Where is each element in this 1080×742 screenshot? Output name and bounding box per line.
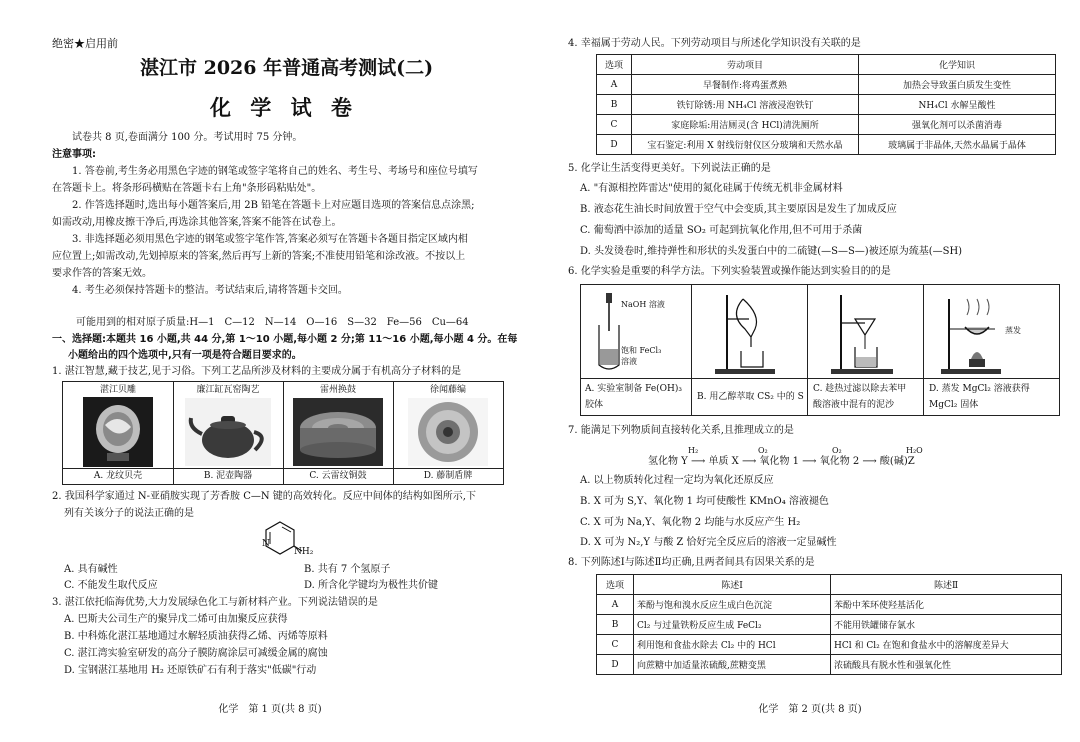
evaporation-label: 蒸发 <box>1005 326 1021 335</box>
q1-image-strip <box>62 381 504 485</box>
teapot-image <box>185 398 271 466</box>
note-line: 应位置上;如需改动,先划掉原来的答案,然后再写上新的答案;不准使用铅笔和涂改液。不按以上 <box>52 251 466 262</box>
section-1-heading: 一、选择题:本题共 16 小题,共 44 分,第 1～10 小题,每小题 2 分;第 11～16 小题,每小题 4 分。在每 <box>52 334 518 345</box>
option-d-caption: D. 藤制盾牌 <box>423 471 473 481</box>
filtration-setup <box>825 289 905 377</box>
q5-option-a: A. "有源相控阵雷达"使用的氮化硅属于传统无机非金属材料 <box>580 183 843 194</box>
atomic-masses: 可能用到的相对原子质量:H—1 C—12 N—14 O—16 S—32 Fe—56 Cu—64 <box>76 317 469 328</box>
q3-option-b: B. 中科炼化湛江基地通过水解轻质油获得乙烯、丙烯等原料 <box>64 631 328 642</box>
option-c-caption: C. 趁热过滤以除去苯甲 <box>813 384 907 394</box>
q3-option-d: D. 宝钢湛江基地用 H₂ 还原铁矿石有利于落实"低碳"行动 <box>64 665 317 676</box>
arrow-reagent-o2-2: O₂ <box>832 446 842 455</box>
question-2: 2. 我国科学家通过 N-亚硝胺实现了芳香胺 C—N 键的高效转化。反应中间体的结构如图所示,下 <box>52 491 476 502</box>
exam-subtitle: 化 学 试 卷 <box>210 95 358 120</box>
q2-option-b: B. 共有 7 个氢原子 <box>304 564 391 575</box>
molecule-nh2-label: NH₂ <box>294 547 314 557</box>
header-cell: 劳动项目 <box>632 55 859 75</box>
question-8: 8. 下列陈述Ⅰ与陈述Ⅱ均正确,且两者间具有因果关系的是 <box>568 557 815 568</box>
question-6: 6. 化学实验是重要的科学方法。下列实验装置或操作能达到实验目的的是 <box>568 266 891 277</box>
exam-title: 湛江市 2026 年普通高考测试(二) <box>140 57 434 79</box>
table-cell: 宝石鉴定:利用 X 射线衍射仪区分玻璃和天然水晶 <box>632 135 859 155</box>
option-a-caption: A. 龙纹贝壳 <box>93 471 143 481</box>
table-row <box>597 75 1056 95</box>
rattan-shield-image <box>408 398 488 466</box>
table-cell: 不能用铁罐储存氯水 <box>831 615 1062 635</box>
q5-option-c: C. 葡萄酒中添加的适量 SO₂ 可起到抗氧化作用,但不可用于杀菌 <box>580 225 863 236</box>
table-cell: 加热会导致蛋白质发生变性 <box>859 75 1056 95</box>
question-7: 7. 能满足下列物质间直接转化关系,且推理成立的是 <box>568 425 794 436</box>
option-a-caption-cont: 胶体 <box>585 400 604 410</box>
fecl3-label: 饱和 FeCl₃ <box>621 346 662 355</box>
table-cell: C <box>597 115 632 135</box>
note-line: 3. 非选择题必须用黑色字迹的钢笔或签字笔作答,答案必须写在答题卡各题目指定区域内相 <box>72 234 468 245</box>
note-line: 2. 作答选择题时,选出每小题答案后,用 2B 铅笔在答题卡上对应题目选项的答案信息点涂黑; <box>72 200 475 211</box>
table-cell: 早餐制作:将鸡蛋煮熟 <box>632 75 859 95</box>
conversion-chain: 氢化物 Y ⟶ 单质 X ⟶ 氧化物 1 ⟶ 氧化物 2 ⟶ 酸(碱)Z <box>648 456 915 467</box>
evaporation-setup <box>937 289 1007 377</box>
table-cell: B <box>597 615 634 635</box>
note-line: 要求作答的答案无效。 <box>52 268 152 279</box>
option-b-caption: B. 用乙醇萃取 CS₂ 中的 S <box>697 392 804 402</box>
table-cell: 强氧化剂可以杀菌消毒 <box>859 115 1056 135</box>
table-cell: 玻璃属于非晶体,天然水晶属于晶体 <box>859 135 1056 155</box>
table-cell: 铁钉除锈:用 NH₄Cl 溶液浸泡铁钉 <box>632 95 859 115</box>
table-cell: 家庭除垢:用洁厕灵(含 HCl)清洗厕所 <box>632 115 859 135</box>
molecule-n-label: N <box>262 539 270 549</box>
table-cell: NH₄Cl 水解呈酸性 <box>859 95 1056 115</box>
table-cell: B <box>597 95 632 115</box>
table-cell: 向蔗糖中加适量浓硫酸,蔗糖变黑 <box>634 655 831 675</box>
table-row <box>597 135 1056 155</box>
option-d-caption: D. 蒸发 MgCl₂ 溶液获得 <box>929 384 1030 394</box>
table-cell: HCl 和 Cl₂ 在饱和食盐水中的溶解度差异大 <box>831 635 1062 655</box>
item-a-title: 湛江贝雕 <box>99 385 136 395</box>
table-row <box>597 615 1062 635</box>
arrow-reagent-o2: O₂ <box>758 446 768 455</box>
option-a-caption: A. 实验室制备 Fe(OH)₃ <box>585 384 683 394</box>
separatory-funnel <box>709 289 789 377</box>
option-b-caption: B. 泥壶陶器 <box>203 471 253 481</box>
table-cell: 苯酚与饱和溴水反应生成白色沉淀 <box>634 595 831 615</box>
table-row <box>597 655 1062 675</box>
page-footer: 化学 第 1 页(共 8 页) <box>218 704 322 715</box>
table-header-row <box>597 575 1062 595</box>
table-cell: D <box>597 135 632 155</box>
note-line: 4. 考生必须保持答题卡的整洁。考试结束后,请将答题卡交回。 <box>72 285 348 296</box>
bronze-drum-image <box>293 398 383 466</box>
table-row <box>597 115 1056 135</box>
q2-option-d: D. 所含化学键均为极性共价键 <box>304 580 439 591</box>
arrow-reagent-h2o: H₂O <box>906 446 923 455</box>
q3-option-c: C. 湛江湾实验室研发的高分子膜防腐涂层可减缓金属的腐蚀 <box>64 648 328 659</box>
header-cell: 陈述Ⅱ <box>831 575 1062 595</box>
table-cell: C <box>597 635 634 655</box>
q3-option-a: A. 巴斯夫公司生产的聚异戊二烯可由加聚反应获得 <box>64 614 288 625</box>
notes-title: 注意事项: <box>52 149 96 160</box>
table-cell: A <box>597 595 634 615</box>
q7-option-a: A. 以上物质转化过程一定均为氧化还原反应 <box>580 475 774 486</box>
item-d-title: 徐闻藤编 <box>429 385 466 395</box>
note-line: 在答题卡上。将条形码横贴在答题卡右上角"条形码粘贴处"。 <box>52 183 322 194</box>
shell-carving-image <box>83 397 153 467</box>
table-row <box>597 635 1062 655</box>
q6-apparatus-panel <box>580 284 1060 416</box>
option-c-caption-cont: 酸溶液中混有的泥沙 <box>813 400 895 410</box>
note-line: 1. 答卷前,考生务必用黑色字迹的钢笔或签字笔将自己的姓名、考生号、考场号和座位号填写 <box>72 166 478 177</box>
page-2 <box>540 0 1080 742</box>
table-header-row <box>597 55 1056 75</box>
q7-option-d: D. X 可为 N₂,Y 与酸 Z 恰好完全反应后的溶液一定显碱性 <box>580 537 837 548</box>
naoh-label: NaOH 溶液 <box>621 300 665 309</box>
question-3: 3. 湛江依托临海优势,大力发展绿色化工与新材料产业。下列说法错误的是 <box>52 597 378 608</box>
header-cell: 选项 <box>597 575 634 595</box>
table-row <box>597 595 1062 615</box>
table-cell: Cl₂ 与过量铁粉反应生成 FeCl₂ <box>634 615 831 635</box>
section-1-heading-cont: 小题给出的四个选项中,只有一项是符合题目要求的。 <box>68 350 302 361</box>
header-cell: 化学知识 <box>859 55 1056 75</box>
page-footer: 化学 第 2 页(共 8 页) <box>758 704 862 715</box>
table-row <box>597 95 1056 115</box>
option-d-caption-cont: MgCl₂ 固体 <box>929 400 979 410</box>
secret-label: 绝密★启用前 <box>52 37 118 50</box>
header-cell: 选项 <box>597 55 632 75</box>
question-4: 4. 幸福属于劳动人民。下列劳动项目与所述化学知识没有关联的是 <box>568 38 861 49</box>
question-5: 5. 化学让生活变得更美好。下列说法正确的是 <box>568 163 771 174</box>
arrow-reagent-h2: H₂ <box>688 446 699 455</box>
question-1: 1. 湛江智慧,藏于技艺,见于习俗。下列工艺品所涉及材料的主要成分属于有机高分子材料的是 <box>52 366 462 377</box>
table-cell: A <box>597 75 632 95</box>
table-cell: 利用饱和食盐水除去 Cl₂ 中的 HCl <box>634 635 831 655</box>
item-b-title: 廉江缸瓦窑陶艺 <box>196 385 260 395</box>
table-cell: 浓硫酸具有脱水性和强氧化性 <box>831 655 1062 675</box>
table-cell: 苯酚中苯环使羟基活化 <box>831 595 1062 615</box>
q4-table <box>596 54 1056 155</box>
item-c-title: 雷州换鼓 <box>319 385 356 395</box>
fecl3-solution-label: 溶液 <box>621 357 637 366</box>
q8-table <box>596 574 1062 675</box>
question-2-cont: 列有关该分子的说法正确的是 <box>64 508 194 519</box>
exam-info: 试卷共 8 页,卷面满分 100 分。考试用时 75 分钟。 <box>72 132 303 143</box>
q7-option-c: C. X 可为 Na,Y、氧化物 2 均能与水反应产生 H₂ <box>580 517 801 528</box>
option-c-caption: C. 云雷纹铜鼓 <box>309 471 367 481</box>
note-line: 如需改动,用橡皮擦干净后,再选涂其他答案,答案不能答在试卷上。 <box>52 217 342 228</box>
header-cell: 陈述Ⅰ <box>634 575 831 595</box>
q2-option-a: A. 具有碱性 <box>64 564 118 575</box>
q5-option-d: D. 头发烫卷时,维持弹性和形状的头发蛋白中的二硫键(—S—S—)被还原为巯基(—SH) <box>580 246 963 257</box>
q5-option-b: B. 液态花生油长时间放置于空气中会变质,其主要原因是发生了加成反应 <box>580 204 897 215</box>
q7-option-b: B. X 可为 S,Y、氧化物 1 均可使酸性 KMnO₄ 溶液褪色 <box>580 496 829 507</box>
q2-option-c: C. 不能发生取代反应 <box>64 580 158 591</box>
table-cell: D <box>597 655 634 675</box>
